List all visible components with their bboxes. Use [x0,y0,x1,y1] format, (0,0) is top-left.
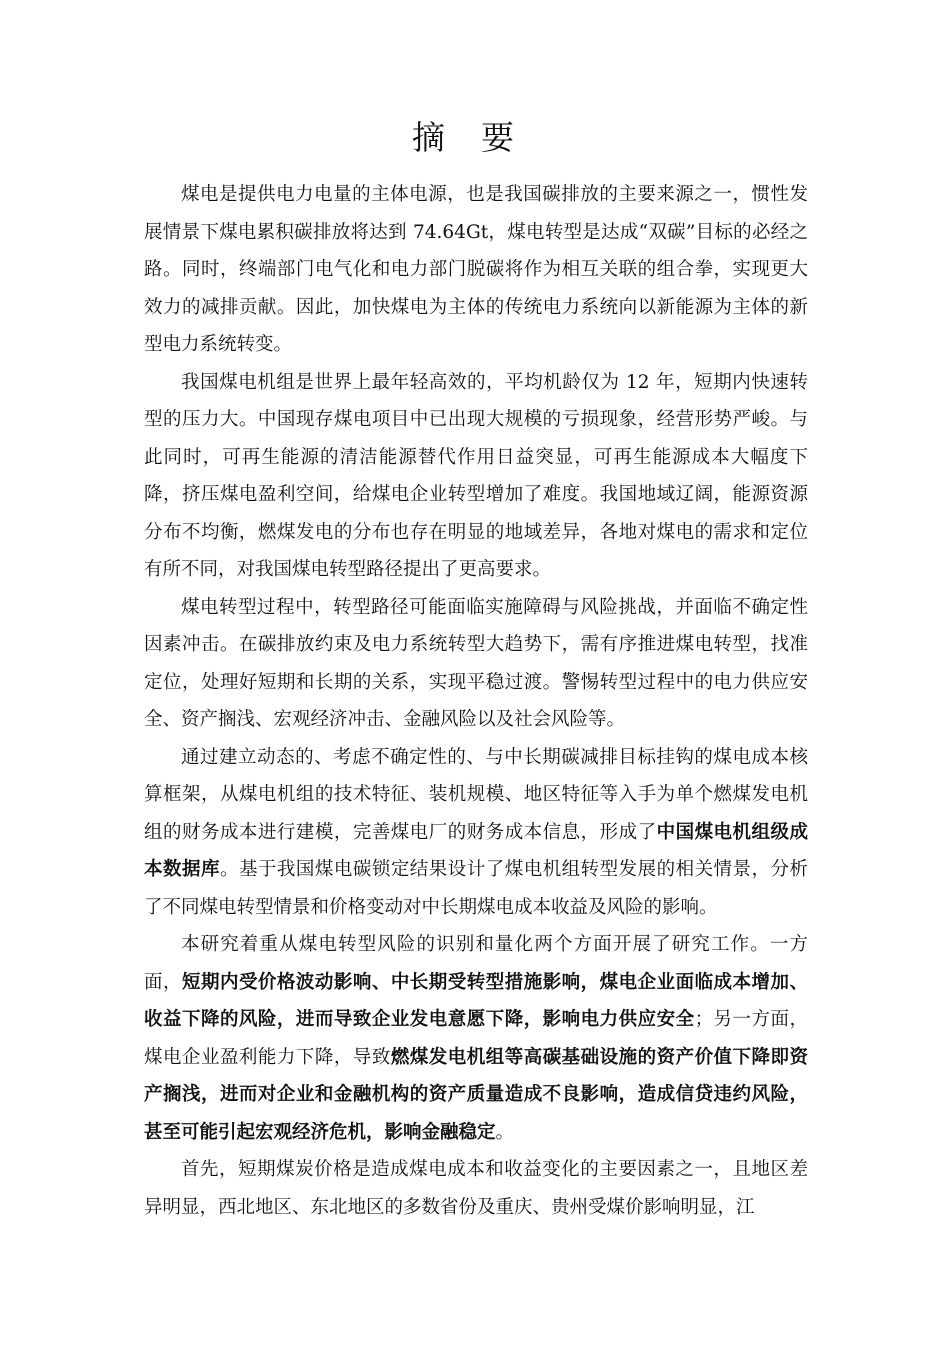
abstract-body [144,176,808,1226]
paragraph [144,1151,808,1226]
paragraph [144,589,808,739]
paragraph [144,739,808,927]
bold-text-run: 中国煤电机组级成本数据库 [144,821,808,880]
text-run: 本研究着重从煤电转型风险的识别和量化两个方面开展了研究工作。一方面， [144,934,808,993]
text-run: 煤电是提供电力电量的主体电源，也是我国碳排放的主要来源之一，惯性发展情景下煤电累积碳排放将达到 74.64Gt，煤电转型是达成“双碳”目标的必经之路。同时，终端部门电气化和电力部门脱碳将作为相互关联的组合拳，实现更大效力的减排贡献。因此，加快煤电为主体的传统电力系统向以新能源为主体的新型电力系统转变。 [144,184,808,355]
text-run: 首先，短期煤炭价格是造成煤电成本和收益变化的主要因素之一，且地区差异明显，西北地区、东北地区的多数省份及重庆、贵州受煤价影响明显，江 [144,1159,808,1218]
text-run: 我国煤电机组是世界上最年轻高效的，平均机龄仅为 12 年，短期内快速转型的压力大。中国现存煤电项目中已出现大规模的亏损现象，经营形势严峻。与此同时，可再生能源的清洁能源替代作用日益突显，可再生能源成本大幅度下降，挤压煤电盈利空间，给煤电企业转型增加了难度。我国地域辽阔，能源资源分布不均衡，燃煤发电的分布也存在明显的地域差异，各地对煤电的需求和定位有所不同，对我国煤电转型路径提出了更高要求。 [144,371,808,580]
text-run: 。 [495,1121,515,1143]
paragraph [144,364,808,589]
page-title: 摘要 [412,118,550,157]
text-run: 通过建立动态的、考虑不确定性的、与中长期碳减排目标挂钩的煤电成本核算框架，从煤电机组的技术特征、装机规模、地区特征等入手为单个燃煤发电机组的财务成本进行建模，完善煤电厂的财务成本信息，形成了 [144,746,808,843]
text-run: 。基于我国煤电碳锁定结果设计了煤电机组转型发展的相关情景，分析了不同煤电转型情景和价格变动对中长期煤电成本收益及风险的影响。 [144,859,808,918]
bold-text-run: 燃煤发电机组等高碳基础设施的资产价值下降即资产搁浅，进而对企业和金融机构的资产质量造成不良影响，造成信贷违约风险，甚至可能引起宏观经济危机，影响金融稳定 [144,1046,808,1143]
text-run: ；另一方面，煤电企业盈利能力下降，导致 [144,1009,808,1068]
paragraph [144,926,808,1151]
paragraph [144,176,808,364]
text-run: 煤电转型过程中，转型路径可能面临实施障碍与风险挑战，并面临不确定性因素冲击。在碳排放约束及电力系统转型大趋势下，需有序推进煤电转型，找准定位，处理好短期和长期的关系，实现平稳过渡。警惕转型过程中的电力供应安全、资产搁浅、宏观经济冲击、金融风险以及社会风险等。 [144,596,808,730]
bold-text-run: 短期内受价格波动影响、中长期受转型措施影响，煤电企业面临成本增加、收益下降的风险，进而导致企业发电意愿下降，影响电力供应安全 [144,971,808,1030]
